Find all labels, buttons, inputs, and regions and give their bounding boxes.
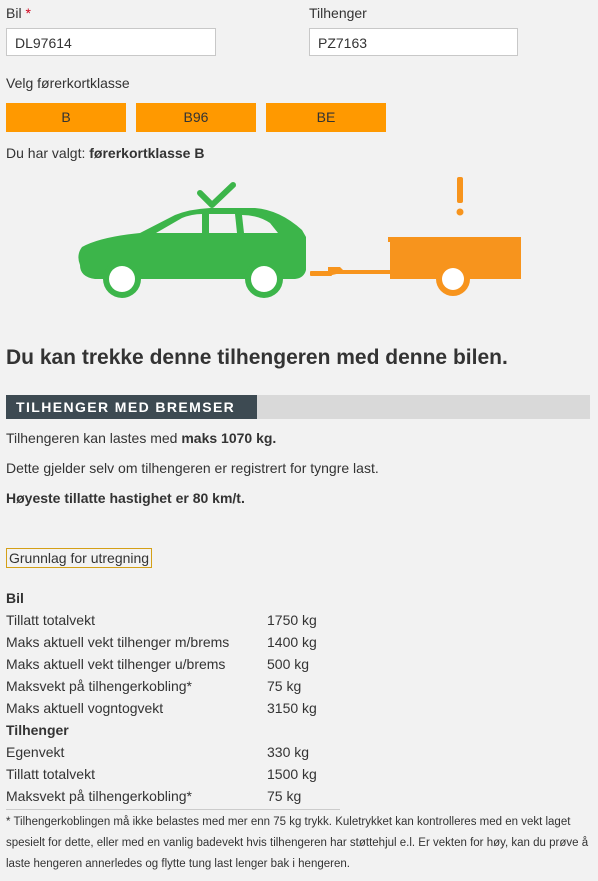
selected-class-value: førerkortklasse B (89, 145, 205, 161)
class-b96-button[interactable]: B96 (136, 103, 256, 132)
trailer-heading-text: Tilhenger (6, 722, 69, 738)
footnote-divider (6, 809, 340, 810)
load-value: maks 1070 kg. (181, 430, 277, 446)
license-class-label: Velg førerkortklasse (6, 75, 130, 91)
basis-calculation-link[interactable]: Grunnlag for utregning (6, 548, 152, 568)
car-label-text: Bil (6, 5, 22, 21)
load-prefix: Tilhengeren kan lastes med (6, 430, 182, 446)
class-b-button[interactable]: B (6, 103, 126, 132)
trailer-registration-input[interactable]: PZ7163 (309, 28, 518, 56)
row-label: Maksvekt på tilhengerkobling* (6, 678, 192, 694)
result-headline: Du kan trekke denne tilhengeren med denne bilen. (6, 346, 508, 369)
check-icon (200, 185, 233, 205)
row-label: Tillatt totalvekt (6, 612, 95, 628)
exclamation-icon (457, 177, 464, 216)
car-registration-input[interactable]: DL97614 (6, 28, 216, 56)
row-label: Egenvekt (6, 744, 65, 760)
load-capacity-text (6, 430, 276, 446)
row-label: Maks aktuell vekt tilhenger u/brems (6, 656, 226, 672)
trailer-icon (310, 237, 521, 279)
car-trailer-illustration (70, 175, 530, 300)
section-tab-braked-trailer: TILHENGER MED BREMSER (6, 395, 257, 419)
class-be-button[interactable]: BE (266, 103, 386, 132)
required-marker: * (25, 5, 31, 21)
speed-limit-text: Høyeste tillatte hastighet er 80 km/t. (6, 490, 245, 506)
row-label: Tillatt totalvekt (6, 766, 95, 782)
car-field-label (6, 5, 31, 21)
trailer-field-label: Tilhenger (309, 5, 367, 21)
row-label: Maks aktuell vekt tilhenger m/brems (6, 634, 230, 650)
row-label: Maks aktuell vogntogvekt (6, 700, 164, 716)
row-value: 75 kg (267, 678, 302, 694)
registration-note: Dette gjelder selv om tilhengeren er registrert for tyngre last. (6, 460, 379, 476)
row-value: 1750 kg (267, 612, 317, 628)
row-value: 500 kg (267, 656, 310, 672)
row-value: 330 kg (267, 744, 310, 760)
row-value: 1500 kg (267, 766, 317, 782)
car-heading-text: Bil (6, 590, 24, 606)
row-value: 1400 kg (267, 634, 317, 650)
selected-class-text (6, 145, 204, 161)
footnote-text: * Tilhengerkoblingen må ikke belastes med mer enn 75 kg trykk. Kuletrykket kan kontrolleres med en vekt laget spesielt for dette, eller med en vanlig badevekt hvis tilhengeren har støttehjul e.l. Er vekten for høy, kan du prøve å laste hengeren annerledes og flytte tung last lenger bak i hengeren. (6, 816, 589, 870)
selected-prefix: Du har valgt: (6, 145, 90, 161)
row-label: Maksvekt på tilhengerkobling* (6, 788, 192, 804)
row-value: 3150 kg (267, 700, 317, 716)
row-value: 75 kg (267, 788, 302, 804)
